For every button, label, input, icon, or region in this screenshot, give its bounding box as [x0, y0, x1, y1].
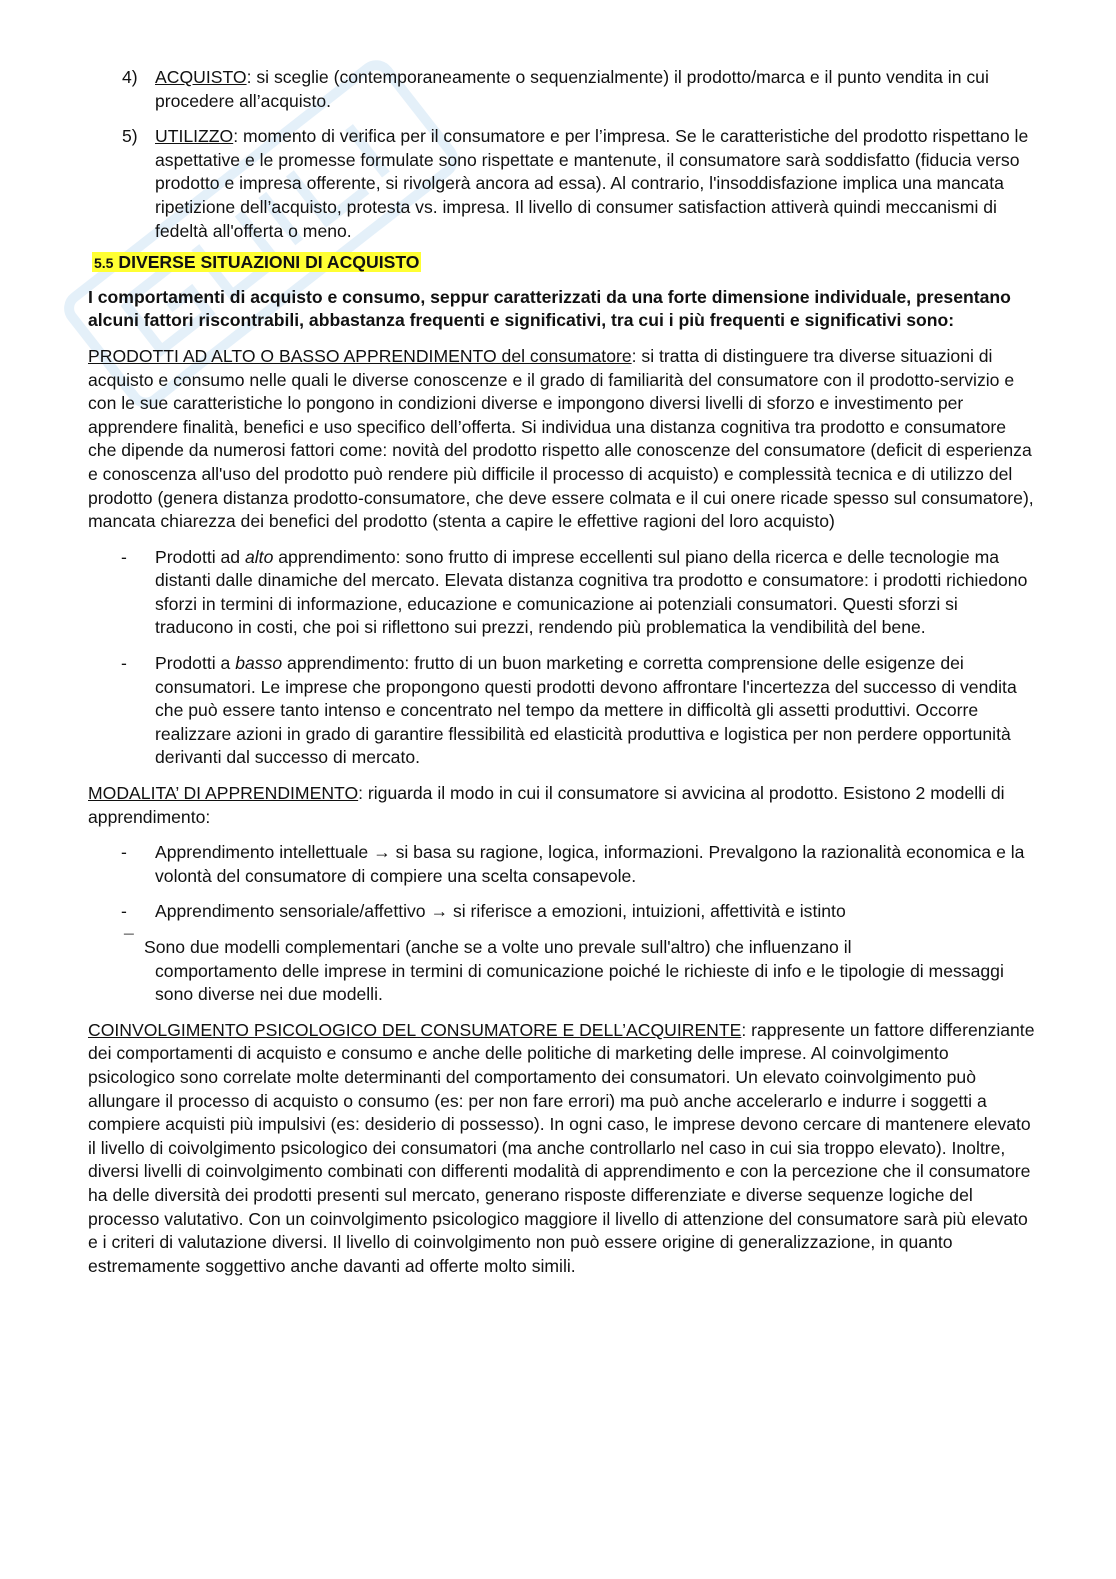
bullet-emphasis: basso [235, 653, 283, 674]
term-coinvolgimento: COINVOLGIMENTO PSICOLOGICO DEL CONSUMATORE E DELL’ACQUIRENTE [88, 1019, 742, 1040]
section-heading [92, 251, 1038, 276]
bullet-sensoriale [88, 900, 1038, 924]
note-rest: comportamento delle imprese in termini di comunicazione poiché le richieste di info e le tipologie di messaggi sono diverse nei due modelli. [155, 960, 1004, 1005]
section-title: DIVERSE SITUAZIONI DI ACQUISTO [118, 252, 420, 273]
term-acquisto: ACQUISTO [155, 67, 247, 87]
bullet-emphasis: alto [244, 546, 274, 567]
bullet-text-post: apprendimento: frutto di un buon marketing e corretta comprensione delle esigenze dei consumatori. Le imprese che propongono questi prodotti devono affrontare l'incertezza del successo di vendita che può essere tanto intenso e concentrato nel tempo da mettere in difficoltà gli assetti produttivi. Occorre realizzare azioni in grado di garantire flessibilità ed elasticità produttiva e logistica per non perdere opportunità derivanti dal successo di mercato. [155, 653, 1017, 768]
bullet-intellettuale [88, 841, 1038, 888]
list-number: 5) [122, 126, 138, 147]
term-utilizzo: UTILIZZO [155, 126, 234, 147]
document-body [88, 66, 1038, 1290]
bullet-dash: - [121, 546, 127, 567]
bullet-dash: - [121, 653, 127, 674]
bullet-dash: - [121, 901, 127, 922]
term-prodotti-apprendimento: PRODOTTI AD ALTO O BASSO APPRENDIMENTO del consumatore [88, 345, 632, 366]
bullet-text-pre: Prodotti a [155, 653, 236, 674]
term-modalita: MODALITA’ DI APPRENDIMENTO [88, 783, 359, 804]
list-item-text: : momento di verifica per il consumatore e per l’impresa. Se le caratteristiche del prodotto rispettano le aspettative e le promesse formulate sono rispettate e mantenute, il consumatore sarà soddisfatto (fiducia verso prodotto e impresa offerente, si rivolgerà ancora ad essa). Al contrario, l'insoddisfazione implica una mancata ripetizione dell’acquisto, protesta vs. impresa. Il livello di consumer satisfaction attiverà quindi meccanismi di fedeltà all'offerta o meno. [155, 126, 1029, 241]
section-number: 5.5 [94, 255, 114, 272]
list-item-text: : si sceglie (contemporaneamente o sequenzialmente) il prodotto/marca e il punto vendita in cui procedere all’acquisto. [155, 67, 989, 111]
bullet-dash: - [121, 842, 127, 863]
bullet-note-complementari [88, 931, 1038, 1007]
highlighted-heading [92, 252, 421, 272]
bullet-alto-apprendimento [88, 546, 1038, 640]
bullet-text: Apprendimento sensoriale/affettivo → si riferisce a emozioni, intuizioni, affettività e istinto [155, 901, 846, 922]
bullet-mark: ¯ [124, 931, 134, 951]
paragraph-text: : rappresente un fattore differenziante dei comportamenti di acquisto e consumo e anche delle politiche di marketing delle imprese. Al coinvolgimento psicologico sono correlate molte determinanti del comportamento dei consumatori. Un elevato coinvolgimento può allungare il processo di acquisto o consumo (es: per non fare errori) ma può anche accelerarlo e indurre i soggetti a compiere acquisti più impulsivi (es: desiderio di possesso). In ogni caso, le imprese devono cercare di mantenere elevato il livello di coivolgimento psicologico dei consumatori (ma anche controllarlo nel caso in cui sia troppo elevato). Inoltre, diversi livelli di coinvolgimento combinati con differenti modalità di apprendimento e con la percezione che il consumatore ha delle diversità dei prodotti presenti sul mercato, generano risposte differenziate e diverse sequenze logiche del processo valutativo. Con un coinvolgimento psicologico maggiore il livello di attenzione del consumatore sarà più elevato e i criteri di valutazione diversi. Il livello di coinvolgimento non può essere origine di generalizzazione, in quanto estremamente soggettivo anche davanti ad offerte molto simili. [88, 1019, 1035, 1276]
note-first-line: Sono due modelli complementari (anche se a volte uno prevale sull'altro) che influenzano il [144, 937, 852, 957]
bullet-text-post: apprendimento: sono frutto di imprese eccellenti sul piano della ricerca e delle tecnologie ma distanti dalle dinamiche del mercato. Elevata distanza cognitiva tra prodotto e consumatore: i prodotti richiedono sforzi in termini di informazione, educazione e comunicazione ai potenziali consumatori. Questi sforzi si traducono in costi, che poi si riflettono sui prezzi, rendendo più problematica la vendibilità del bene. [155, 546, 1028, 638]
paragraph-modalita [88, 782, 1038, 829]
list-item-utilizzo [88, 125, 1038, 243]
list-number: 4) [122, 67, 138, 87]
paragraph-apprendimento [88, 345, 1038, 534]
paragraph-text: : riguarda il modo in cui il consumatore si avvicina al prodotto. Esistono 2 modelli di apprendimento: [88, 783, 1005, 827]
paragraph-text: : si tratta di distinguere tra diverse situazioni di acquisto e consumo nelle quali le diverse conoscenze e il grado di familiarità del consumatore con il prodotto-servizio e con le sue caratteristiche lo pongono in condizioni diverse e impongono diversi livelli di sforzo e investimento per apprendere finalità, benefici e uso specifico dell’offerta. Si individua una distanza cognitiva tra prodotto e consumatore che dipende da numerosi fattori come: novità del prodotto rispetto alle conoscenze del consumatore (deficit di esperienza e conoscenza all'uso del prodotto può rendere più difficile il processo di acquisto) e complessità tecnica e di utilizzo del prodotto (genera distanza prodotto-consumatore, che deve essere colmata e il cui onere ricade spesso sul consumatore), mancata chiarezza dei benefici del prodotto (stenta a capire le effettive ragioni del loro acquisto) [88, 345, 1034, 532]
bullet-text-pre: Prodotti ad [155, 546, 245, 567]
list-item-acquisto [88, 66, 1038, 113]
paragraph-coinvolgimento [88, 1019, 1038, 1279]
section-intro: I comportamenti di acquisto e consumo, seppur caratterizzati da una forte dimensione individuale, presentano alcuni fattori riscontrabili, abbastanza frequenti e significativi, tra cui i più frequenti e significativi sono: [88, 286, 1011, 331]
bullet-text: Apprendimento intellettuale → si basa su ragione, logica, informazioni. Prevalgono la razionalità economica e la volontà del consumatore di compiere una scelta consapevole. [155, 842, 1025, 886]
bullet-basso-apprendimento [88, 652, 1038, 770]
